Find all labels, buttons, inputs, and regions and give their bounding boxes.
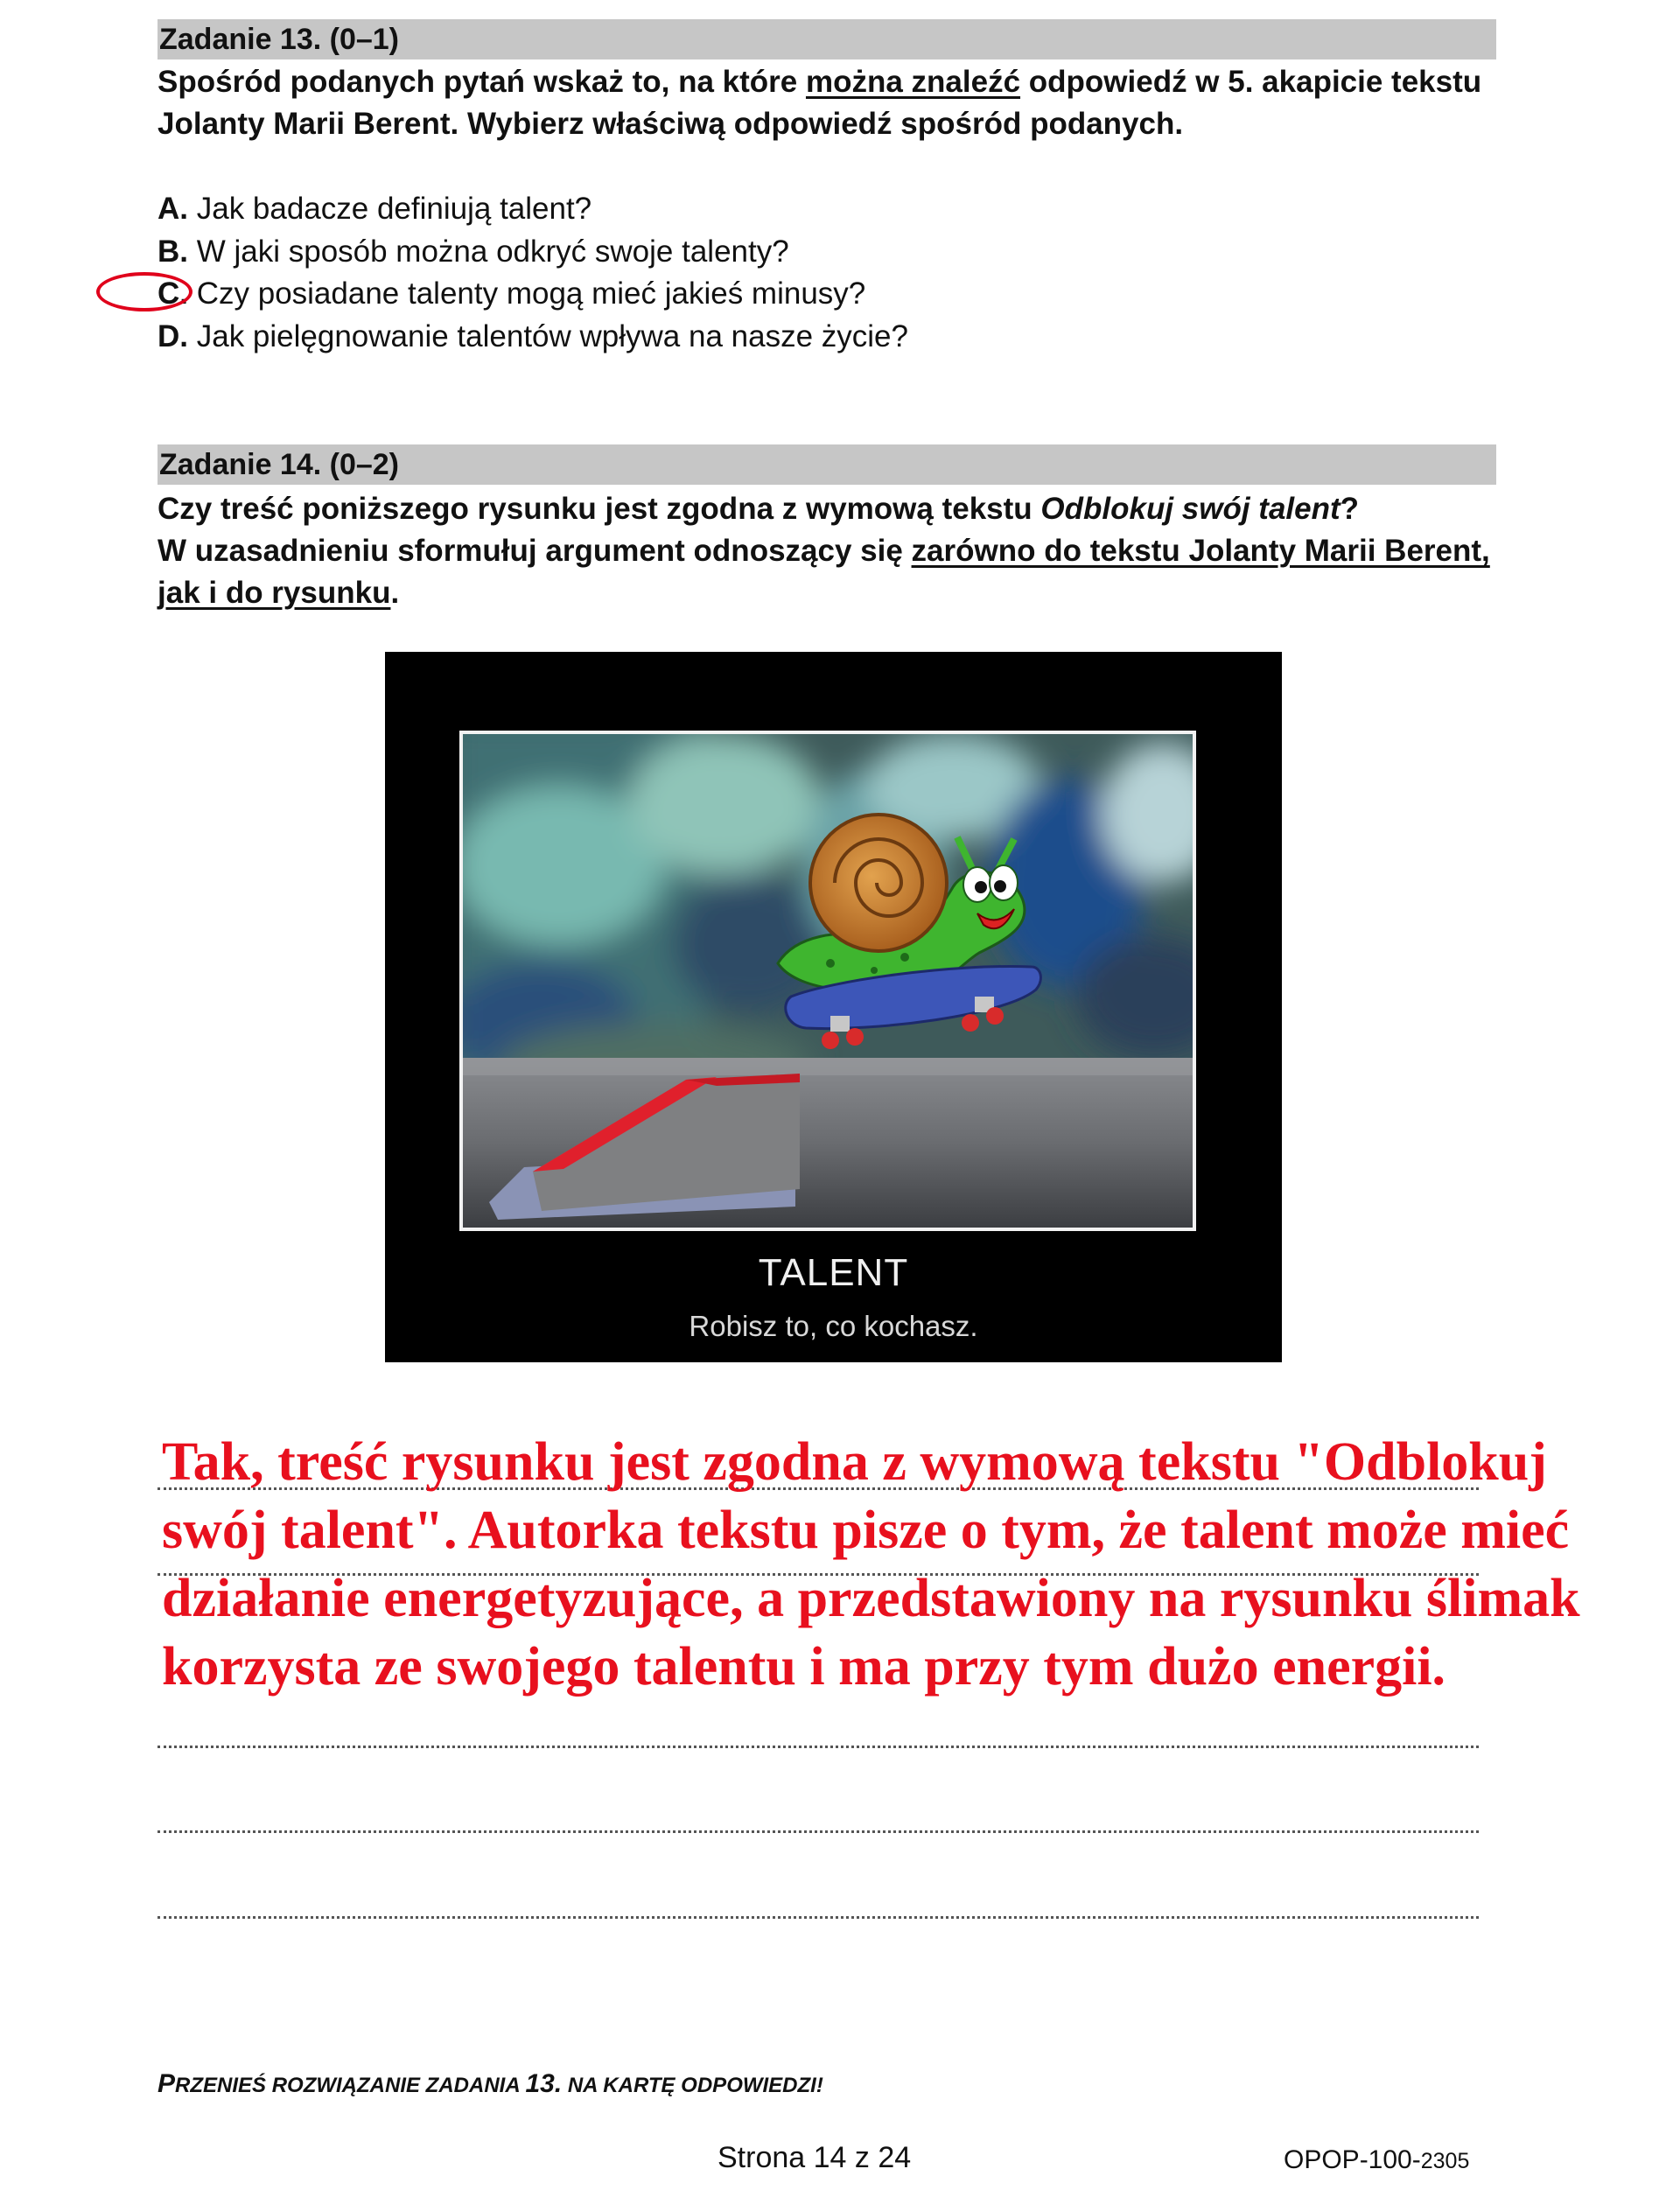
option-a[interactable] [158, 188, 592, 230]
option-d-letter: D. [158, 319, 188, 353]
transfer-instruction-main: RZENIEŚ ROZWIĄZANIE ZADANIA [175, 2074, 526, 2097]
task-13-header: Zadanie 13. (0–1) [158, 19, 1496, 59]
answer-line-4 [158, 1830, 1479, 1833]
task-14-prompt-line-1 [158, 488, 1522, 530]
option-c-letter: C. [158, 276, 188, 311]
option-a-letter: A. [158, 192, 188, 226]
option-b[interactable] [158, 231, 789, 273]
task-14-prompt-line-2-start: W uzasadnieniu sformułuj argument odnoszący się [158, 534, 912, 568]
task-14-prompt-line-2 [158, 530, 1522, 614]
exam-code-suffix: 2305 [1420, 2149, 1470, 2173]
transfer-instruction-initial: P [158, 2069, 176, 2098]
snail-skateboard-illustration [463, 734, 1193, 1228]
option-c[interactable] [158, 273, 865, 315]
poster-title: TALENT [758, 1251, 909, 1294]
task-13-prompt-underlined: można znaleźć [805, 65, 1021, 99]
transfer-instruction [158, 2069, 823, 2099]
task-14-prompt-line-1-start: Czy treść poniższego rysunku jest zgodna z wymową tekstu [158, 492, 1041, 526]
motivational-poster [385, 652, 1282, 1362]
task-14-prompt-line-2-end: . [390, 576, 400, 610]
option-a-text: Jak badacze definiują talent? [188, 192, 592, 226]
exam-code-main: OPOP-100- [1284, 2145, 1421, 2174]
task-13-prompt-end: odpowiedź w 5. akapicie tekstu Jolanty Marii Berent. Wybierz właściwą odpowiedź spośród podanych. [158, 65, 1482, 141]
task-14-prompt-line-1-end: ? [1340, 492, 1360, 526]
text-title-italic: Odblokuj swój talent [1040, 492, 1340, 526]
task-14-header: Zadanie 14. (0–2) [158, 444, 1496, 485]
transfer-instruction-end: NA KARTĘ ODPOWIEDZI! [562, 2074, 823, 2097]
selected-answer-circle [96, 272, 192, 311]
option-d[interactable] [158, 316, 908, 358]
option-c-text: Czy posiadane talenty mogą mieć jakieś minusy? [188, 276, 866, 311]
poster-photo [459, 731, 1196, 1231]
page-number: Strona 14 z 24 [718, 2141, 912, 2174]
poster-subtitle: Robisz to, co kochasz. [689, 1310, 978, 1342]
option-b-letter: B. [158, 234, 188, 269]
option-d-text: Jak pielęgnowanie talentów wpływa na nasze życie? [188, 319, 908, 353]
task-14-prompt-underlined: zarówno do tekstu Jolanty Marii Berent, jak i do rysunku [158, 534, 1490, 610]
task-13-prompt [158, 61, 1522, 145]
answer-line-3 [158, 1746, 1479, 1748]
exam-code [1284, 2145, 1469, 2175]
handwritten-answer: Tak, treść rysunku jest zgodna z wymową tekstu "Odblokuj swój talent". Autorka tekstu pisze o tym, że talent może mieć działanie energetyzujące, a przedstawiony na rysunku ślimak korzysta ze swojego talentu i ma przy tym dużo energii. [162, 1432, 1580, 1697]
task-13-prompt-start: Spośród podanych pytań wskaż to, na które [158, 65, 806, 99]
answer-line-5 [158, 1916, 1479, 1919]
option-b-text: W jaki sposób można odkryć swoje talenty? [188, 234, 789, 269]
task-14-prompt [158, 488, 1522, 614]
transfer-instruction-task-number: 13. [525, 2069, 563, 2098]
